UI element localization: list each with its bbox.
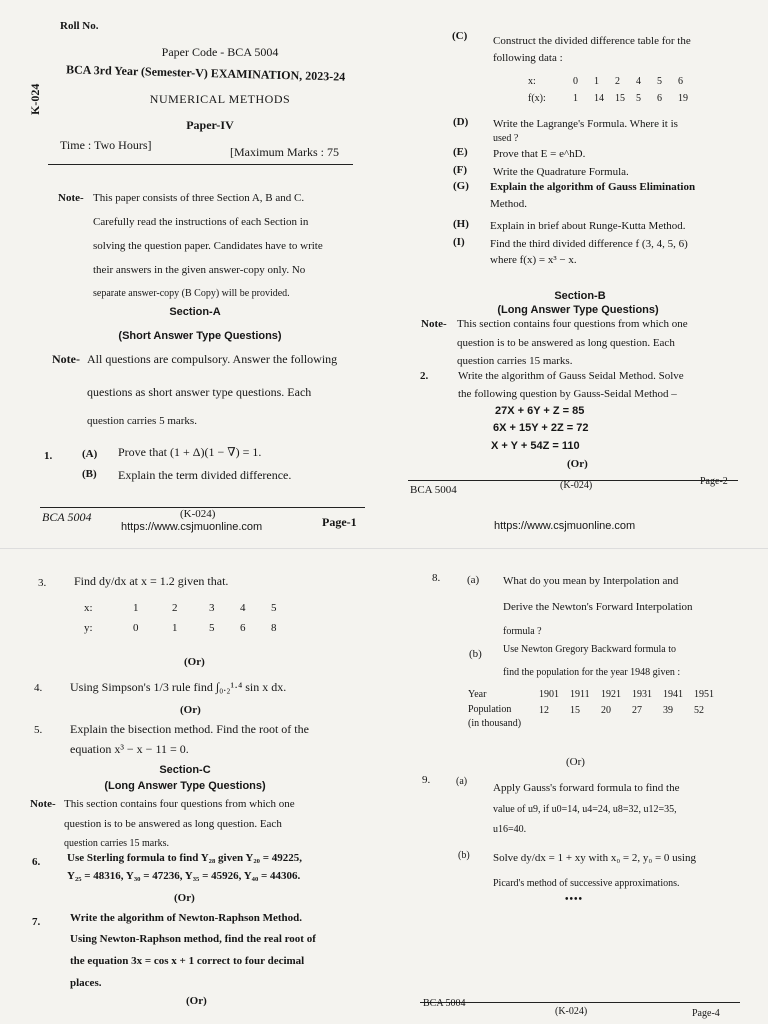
- population-unit: (in thousand): [468, 718, 522, 729]
- side-code: K-024: [28, 83, 42, 115]
- q3-y-cell: 1: [172, 622, 178, 634]
- footer-mid: (K-024): [180, 508, 216, 520]
- q2-number: 2.: [420, 370, 429, 382]
- qc-line: following data :: [493, 52, 563, 64]
- q3-data-table: [84, 602, 302, 634]
- q3-x-cell: 1: [133, 602, 139, 614]
- qc-f-cell: 1: [573, 93, 578, 104]
- year-cell: 1911: [570, 689, 590, 700]
- qh-text: Explain in brief about Runge-Kutta Method.: [490, 220, 686, 232]
- q4-number: 4.: [34, 682, 43, 694]
- qi-line: Find the third divided difference f (3, 4, 5, 6): [490, 238, 688, 250]
- population-cell: 12: [539, 705, 549, 716]
- q9b-line: Solve dy/dx = 1 + xy with x₀ = 2, y₀ = 0 using: [493, 852, 696, 864]
- q3-y-cell: 5: [209, 622, 215, 634]
- population-cell: 52: [694, 705, 704, 716]
- or-label: (Or): [566, 756, 585, 768]
- q9a-line: u16=40.: [493, 824, 527, 835]
- footer-left: BCA 5004: [423, 998, 466, 1009]
- section-b-title: Section-B: [554, 290, 606, 302]
- qc-f-cell: 5: [636, 93, 641, 104]
- year-cell: 1941: [663, 689, 683, 700]
- or-label: (Or): [180, 704, 201, 716]
- page-divider: [0, 548, 768, 549]
- population-cell: 27: [632, 705, 642, 716]
- footer-left: BCA 5004: [410, 484, 457, 496]
- qe-label: (E): [453, 146, 468, 158]
- source-url-1: https://www.csjmuonline.com: [121, 521, 263, 533]
- q7-number: 7.: [32, 916, 41, 928]
- q1b-text: Explain the term divided difference.: [118, 468, 292, 482]
- year-label: Year: [468, 689, 487, 700]
- note-a-label: Note-: [52, 352, 80, 366]
- q4-text: Using Simpson's 1/3 rule find ∫₀.₂¹·⁴ sin x dx.: [70, 680, 287, 694]
- note-line: their answers in the given answer-copy only. No: [93, 264, 306, 276]
- q8b-line: find the population for the year 1948 given :: [503, 667, 681, 678]
- note-line: Carefully read the instructions of each Section in: [93, 216, 309, 228]
- paper-code: Paper Code - BCA 5004: [161, 45, 279, 59]
- year-cell: 1951: [694, 689, 714, 700]
- qc-label: (C): [452, 30, 468, 42]
- note-c-line: This section contains four questions from which one: [64, 798, 295, 810]
- q6-line: Y₂₅ = 48316, Y₃₀ = 47236, Y₃₅ = 45926, Y₄₀ = 44306.: [67, 870, 301, 882]
- qc-x-cell: 2: [615, 76, 620, 87]
- q8b-line: Use Newton Gregory Backward formula to: [503, 644, 677, 655]
- q7-line: Write the algorithm of Newton-Raphson Method.: [70, 912, 303, 924]
- qd-line: Write the Lagrange's Formula. Where it is: [493, 118, 678, 130]
- q3-text: Find dy/dx at x = 1.2 given that.: [74, 574, 229, 588]
- section-c-subtitle: (Long Answer Type Questions): [104, 780, 266, 792]
- qf-text: Write the Quadrature Formula.: [493, 166, 629, 178]
- note-b-line: question is to be answered as long question. Each: [457, 337, 675, 349]
- q3-y-cell: 6: [240, 622, 246, 634]
- footer-right: Page-2: [700, 476, 728, 487]
- qc-f-label: f(x):: [528, 93, 546, 104]
- q1a-label: (A): [82, 448, 98, 460]
- or-label: (Or): [567, 458, 588, 470]
- footer-rule: [420, 1002, 740, 1003]
- q3-x-cell: 4: [240, 602, 246, 614]
- note-line: This paper consists of three Section A, B and C.: [93, 192, 305, 204]
- note-label: Note-: [58, 192, 84, 204]
- q3-y-cell: 8: [271, 622, 277, 634]
- qc-f-cell: 6: [657, 93, 662, 104]
- q3-x-cell: 3: [209, 602, 215, 614]
- qc-x-cell: 5: [657, 76, 662, 87]
- q8a-line: Derive the Newton's Forward Interpolation: [503, 601, 693, 613]
- q2-equation: 6X + 15Y + 2Z = 72: [493, 422, 589, 434]
- qc-x-label: x:: [528, 76, 536, 87]
- qc-x-cell: 6: [678, 76, 683, 87]
- q9b-label: (b): [458, 850, 470, 861]
- qc-f-cell: 15: [615, 93, 625, 104]
- year-cell: 1901: [539, 689, 559, 700]
- qg-line: Method.: [490, 198, 527, 210]
- note-c-label: Note-: [30, 798, 56, 810]
- q8a-label: (a): [467, 574, 480, 586]
- q9a-line: Apply Gauss's forward formula to find the: [493, 782, 680, 794]
- note-c-line: question is to be answered as long question. Each: [64, 818, 282, 830]
- time-label: Time : Two Hours]: [60, 138, 152, 152]
- year-cell: 1931: [632, 689, 652, 700]
- q9b-line: Picard's method of successive approximations.: [493, 878, 680, 889]
- q9-number: 9.: [422, 774, 431, 786]
- q8-number: 8.: [432, 572, 441, 584]
- q9a-line: value of u9, if u0=14, u4=24, u8=32, u12=35,: [493, 804, 677, 815]
- qg-label: (G): [453, 180, 469, 192]
- population-cell: 15: [570, 705, 580, 716]
- subject-title: NUMERICAL METHODS: [149, 92, 291, 106]
- qc-data-table: [528, 76, 699, 104]
- q8a-line: formula ?: [503, 626, 542, 637]
- qc-f-cell: 14: [594, 93, 604, 104]
- q3-number: 3.: [38, 577, 47, 589]
- source-url-2: https://www.csjmuonline.com: [494, 520, 636, 532]
- year-cell: 1921: [601, 689, 621, 700]
- note-line: solving the question paper. Candidates have to write: [93, 240, 323, 252]
- qd-label: (D): [453, 116, 469, 128]
- q3-x-label: x:: [84, 602, 93, 614]
- note-c-line: question carries 15 marks.: [64, 838, 169, 849]
- qf-label: (F): [453, 164, 468, 176]
- q7-line: the equation 3x = cos x + 1 correct to four decimal: [70, 955, 305, 967]
- population-cell: 20: [601, 705, 611, 716]
- section-c-title: Section-C: [159, 764, 211, 776]
- section-a-subtitle: (Short Answer Type Questions): [118, 330, 282, 342]
- footer-left: BCA 5004: [42, 510, 92, 524]
- qi-line: where f(x) = x³ − x.: [490, 254, 577, 266]
- note-a-line: question carries 5 marks.: [87, 415, 197, 427]
- q3-x-cell: 2: [172, 602, 178, 614]
- or-label: (Or): [174, 892, 195, 904]
- q7-line: Using Newton-Raphson method, find the real root of: [70, 933, 316, 945]
- footer-right: Page-4: [692, 1008, 720, 1019]
- q1a-text: Prove that (1 + Δ)(1 − ∇) = 1.: [118, 445, 262, 459]
- q5-line: equation x³ − x − 11 = 0.: [70, 742, 189, 756]
- q5-number: 5.: [34, 724, 43, 736]
- footer-mid: (K-024): [560, 480, 593, 491]
- qc-line: Construct the divided difference table for the: [493, 35, 691, 47]
- qc-x-cell: 1: [594, 76, 599, 87]
- qg-line: Explain the algorithm of Gauss Elimination: [490, 181, 696, 193]
- q2-equation: X + Y + 54Z = 110: [491, 440, 580, 452]
- paper-number: Paper-IV: [186, 118, 234, 132]
- end-mark: ••••: [565, 894, 584, 905]
- q5-line: Explain the bisection method. Find the root of the: [70, 722, 309, 736]
- q7-line: places.: [70, 977, 102, 989]
- or-label: (Or): [186, 995, 207, 1007]
- q3-y-label: y:: [84, 622, 93, 634]
- note-a-line: questions as short answer type questions. Each: [87, 385, 312, 399]
- population-cell: 39: [663, 705, 673, 716]
- qd-line: used ?: [493, 133, 519, 144]
- q6-number: 6.: [32, 856, 41, 868]
- q8b-label: (b): [469, 648, 482, 660]
- q2-equation: 27X + 6Y + Z = 85: [495, 405, 585, 417]
- roll-no-label: Roll No.: [60, 20, 99, 32]
- q1-number: 1.: [44, 450, 53, 462]
- q6-line: Use Sterling formula to find Y₂₈ given Y₂₀ = 49225,: [67, 852, 302, 864]
- qe-text: Prove that E = e^hD.: [493, 148, 586, 160]
- population-table: [468, 689, 725, 729]
- section-a-title: Section-A: [169, 306, 221, 318]
- note-line: separate answer-copy (B Copy) will be provided.: [93, 288, 290, 299]
- footer-right: Page-1: [322, 515, 357, 529]
- q1b-label: (B): [82, 468, 97, 480]
- qh-label: (H): [453, 218, 469, 230]
- note-b-line: question carries 15 marks.: [457, 355, 573, 367]
- header-rule: [48, 164, 353, 165]
- note-b-line: This section contains four questions from which one: [457, 318, 688, 330]
- q9a-label: (a): [456, 776, 468, 787]
- qc-f-cell: 19: [678, 93, 688, 104]
- q2-line: Write the algorithm of Gauss Seidal Method. Solve: [458, 370, 684, 382]
- max-marks-label: [Maximum Marks : 75: [230, 145, 339, 159]
- qc-x-cell: 4: [636, 76, 641, 87]
- note-b-label: Note-: [421, 318, 447, 330]
- exam-title: BCA 3rd Year (Semester-V) EXAMINATION, 2023-24: [65, 62, 346, 84]
- q8a-line: What do you mean by Interpolation and: [503, 575, 679, 587]
- qi-label: (I): [453, 236, 465, 248]
- q3-y-cell: 0: [133, 622, 139, 634]
- q2-line: the following question by Gauss-Seidal Method –: [458, 388, 677, 400]
- or-label: (Or): [184, 656, 205, 668]
- q3-x-cell: 5: [271, 602, 277, 614]
- section-b-subtitle: (Long Answer Type Questions): [497, 304, 659, 316]
- population-label: Population: [468, 703, 512, 715]
- footer-mid: (K-024): [555, 1006, 588, 1017]
- qc-x-cell: 0: [573, 76, 578, 87]
- note-a-line: All questions are compulsory. Answer the following: [87, 352, 338, 366]
